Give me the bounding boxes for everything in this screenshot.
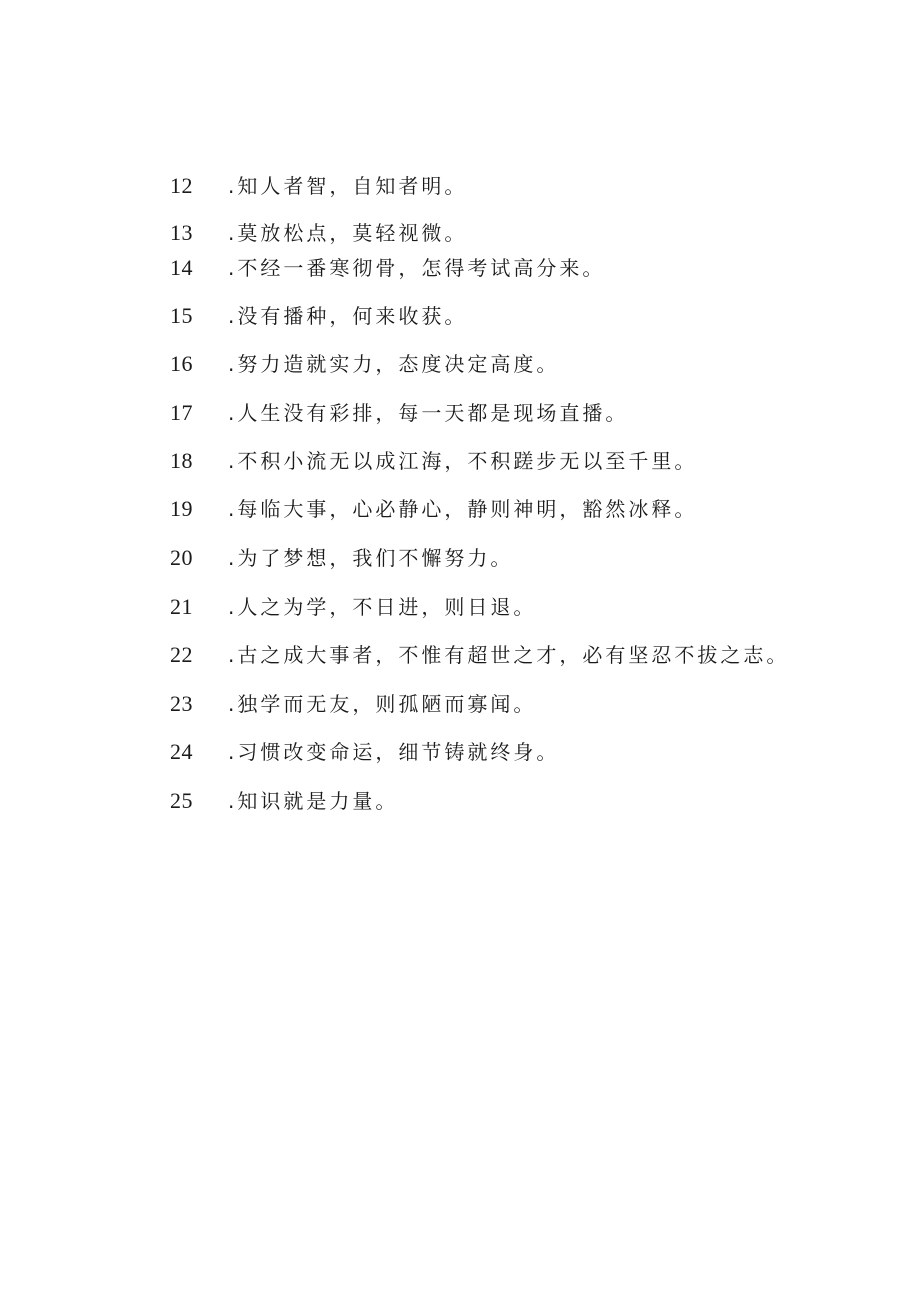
list-item (0, 590, 920, 624)
item-text: .努力造就实力，态度决定高度。 (228, 352, 560, 376)
list-item (0, 541, 920, 575)
item-text: .为了梦想，我们不懈努力。 (228, 546, 514, 570)
list-item (0, 169, 920, 203)
list-item (0, 687, 920, 721)
item-text: .独学而无友，则孤陋而寡闻。 (228, 692, 537, 716)
list-item (0, 216, 920, 250)
list-item (0, 784, 920, 818)
list-item (0, 735, 920, 769)
list-item (0, 492, 920, 526)
item-text: .莫放松点，莫轻视微。 (228, 221, 468, 245)
item-number: 12 (170, 173, 193, 198)
item-number: 20 (170, 545, 193, 570)
item-text: .习惯改变命运，细节铸就终身。 (228, 740, 560, 764)
item-text: .不积小流无以成江海，不积蹉步无以至千里。 (228, 449, 698, 473)
item-number: 14 (170, 255, 193, 280)
item-number: 17 (170, 400, 193, 425)
item-number: 19 (170, 496, 193, 521)
item-text: .不经一番寒彻骨，怎得考试高分来。 (228, 256, 606, 280)
item-text: .古之成大事者，不惟有超世之才，必有坚忍不拔之志。 (228, 643, 790, 667)
list-item (0, 396, 920, 430)
item-number: 18 (170, 448, 193, 473)
item-number: 21 (170, 594, 193, 619)
item-text: .人之为学，不日进，则日退。 (228, 595, 537, 619)
item-number: 13 (170, 220, 193, 245)
item-number: 15 (170, 303, 193, 328)
item-text: .没有播种，何来收获。 (228, 304, 468, 328)
item-number: 23 (170, 691, 193, 716)
item-number: 25 (170, 788, 193, 813)
list-item (0, 299, 920, 333)
item-text: .每临大事，心必静心，静则神明，豁然冰释。 (228, 497, 698, 521)
list-item (0, 638, 920, 672)
list-item (0, 251, 920, 285)
item-number: 24 (170, 739, 193, 764)
item-text: .人生没有彩排，每一天都是现场直播。 (228, 401, 629, 425)
item-text: .知人者智，自知者明。 (228, 174, 468, 198)
item-text: .知识就是力量。 (228, 789, 399, 813)
item-number: 22 (170, 642, 193, 667)
list-item (0, 444, 920, 478)
item-number: 16 (170, 351, 193, 376)
list-item (0, 347, 920, 381)
